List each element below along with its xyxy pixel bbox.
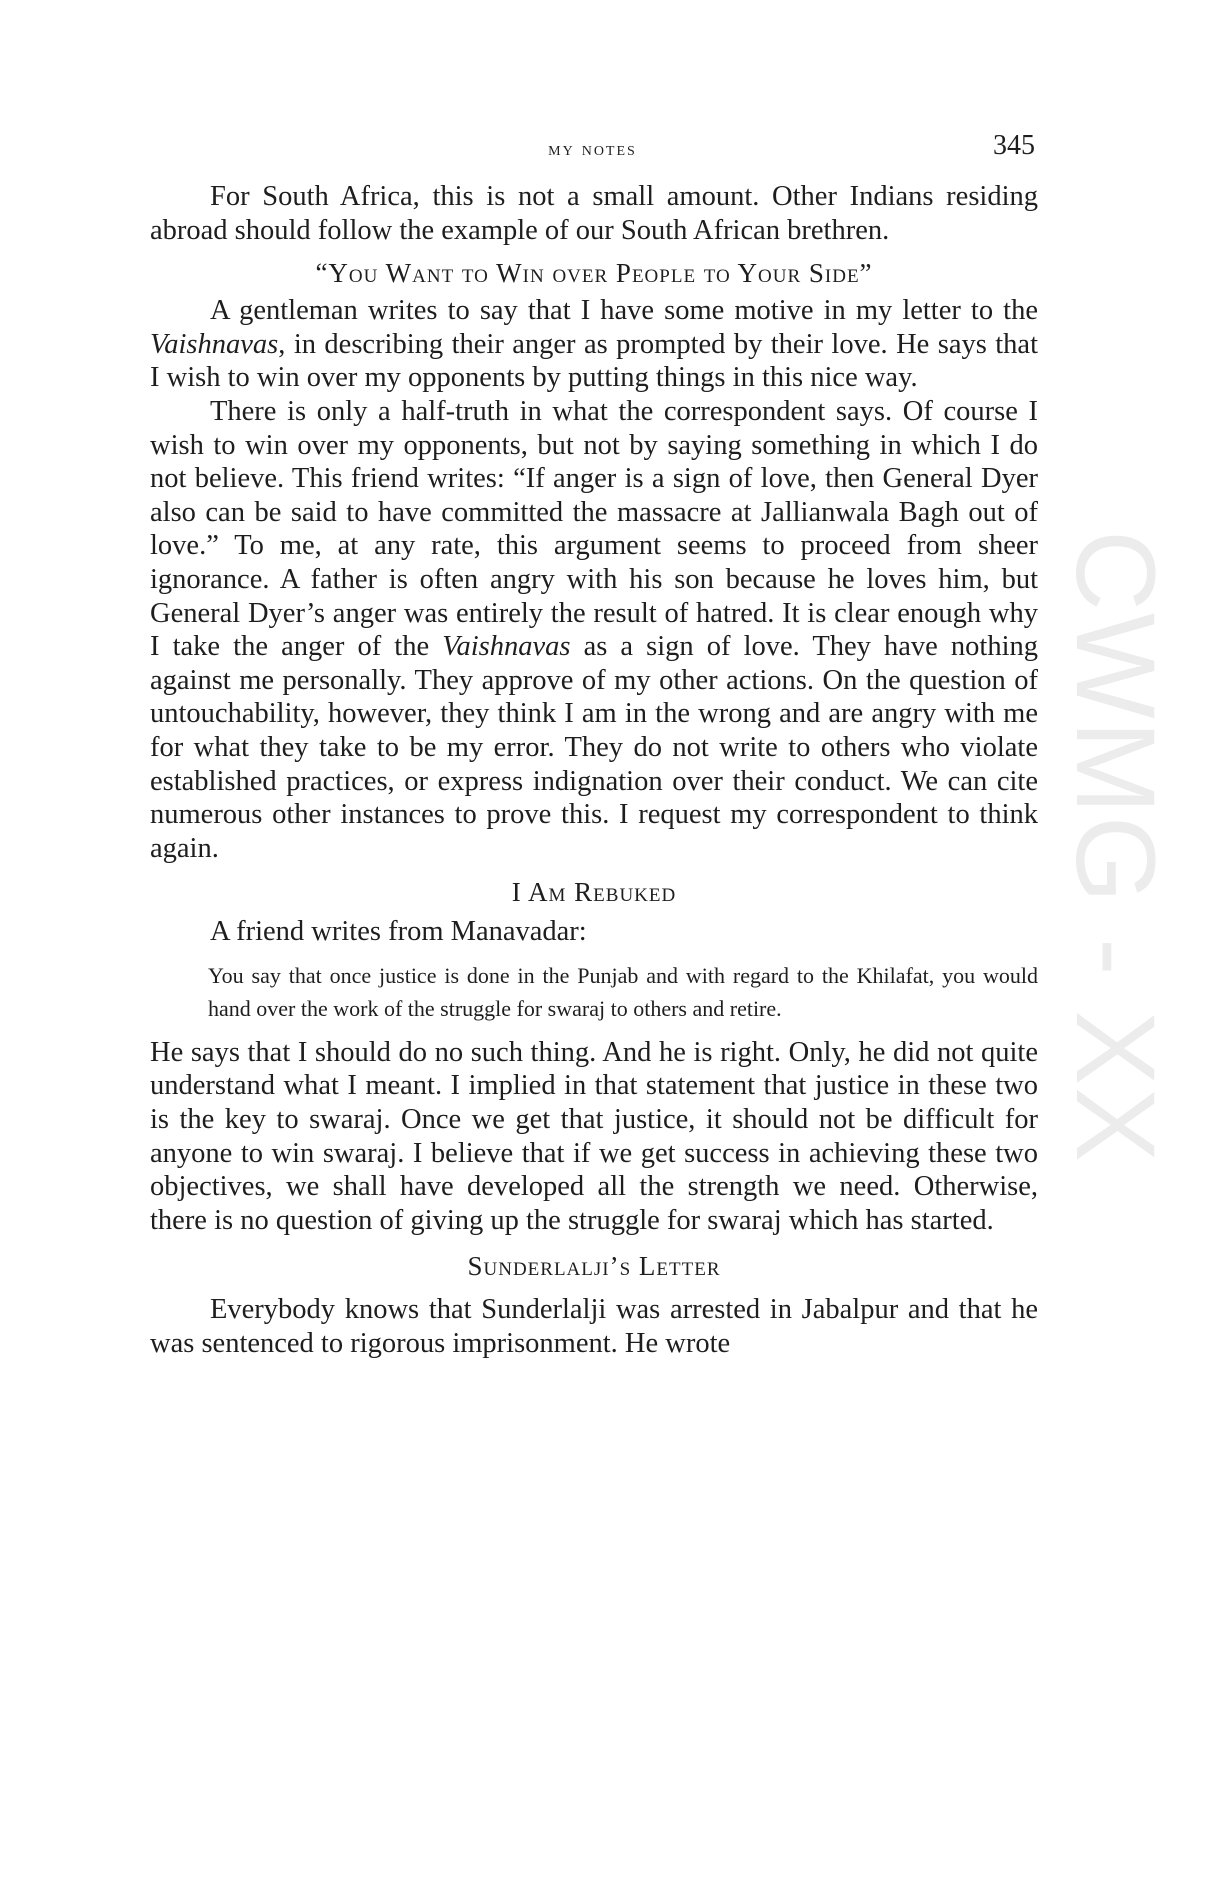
- running-title: my notes: [548, 138, 637, 160]
- emphasis-vaishnavas: Vaishnavas: [150, 328, 279, 360]
- heading-sunderlalji-letter: Sunderlalji’s Letter: [467, 1251, 721, 1282]
- watermark-text: CWMG - XX: [1053, 530, 1178, 1164]
- text-run: A gentleman writes to say that I have some motive in my letter to the: [210, 295, 1038, 327]
- paragraph-south-africa: For South Africa, this is not a small amount. Other Indians residing abroad should follow the example of our South African brethren.: [150, 181, 1038, 246]
- page-body: [150, 180, 1038, 1361]
- paragraph-gentleman-writes: [150, 294, 1038, 395]
- watermark: [1053, 530, 1178, 1350]
- paragraph-half-truth: [150, 395, 1038, 865]
- heading-i-am-rebuked: I Am Rebuked: [511, 877, 677, 908]
- running-head: [150, 130, 1035, 170]
- text-run: There is only a half-truth in what the correspondent says. Of course I wish to win over my opponents, but not by saying something in which I do not believe. This friend writes: “If anger is a sign of love, then General Dyer also can be said to have committed the massacre at Jallianwala Bagh out of love.” To me, at any rate, this argument seems to proceed from sheer ignorance. A father is often angry with his son because he loves him, but General Dyer’s anger was entirely the result of hatred. It is clear enough why I take the anger of the: [150, 395, 1038, 663]
- paragraph-friend-writes: A friend writes from Manavadar:: [210, 916, 587, 948]
- heading-win-over-people: “You Want to Win over People to Your Side”: [315, 258, 873, 289]
- paragraph-he-says: He says that I should do no such thing. And he is right. Only, he did not quite understand what I meant. I implied in that statement that justice in these two is the key to swaraj. Once we get that justice, it should not be difficult for anyone to win swaraj. I believe that if we get success in achieving these two objectives, we shall have developed all the strength we need. Otherwise, there is no question of giving up the struggle for swaraj which has started.: [150, 1036, 1038, 1236]
- text-run: , in describing their anger as prompted by their love. He says that I wish to win over my opponents by putting things in this nice way.: [150, 328, 1038, 394]
- paragraph-everybody-knows: Everybody knows that Sunderlalji was arrested in Jabalpur and that he was sentenced to rigorous imprisonment. He wrote: [150, 1294, 1038, 1360]
- text-run: as a sign of love. They have nothing against me personally. They approve of my other actions. On the question of untouchability, however, they think I am in the wrong and are angry with me for what they take to be my error. They do not write to others who violate established practices, or express indignation over their conduct. We can cite numerous other instances to prove this. I request my correspondent to think again.: [150, 631, 1039, 864]
- page-number: 345: [993, 130, 1035, 161]
- emphasis-vaishnavas: Vaishnavas: [442, 631, 571, 663]
- block-quote: You say that once justice is done in the Punjab and with regard to the Khilafat, you would hand over the work of the struggle for swaraj to others and retire.: [208, 962, 1038, 1022]
